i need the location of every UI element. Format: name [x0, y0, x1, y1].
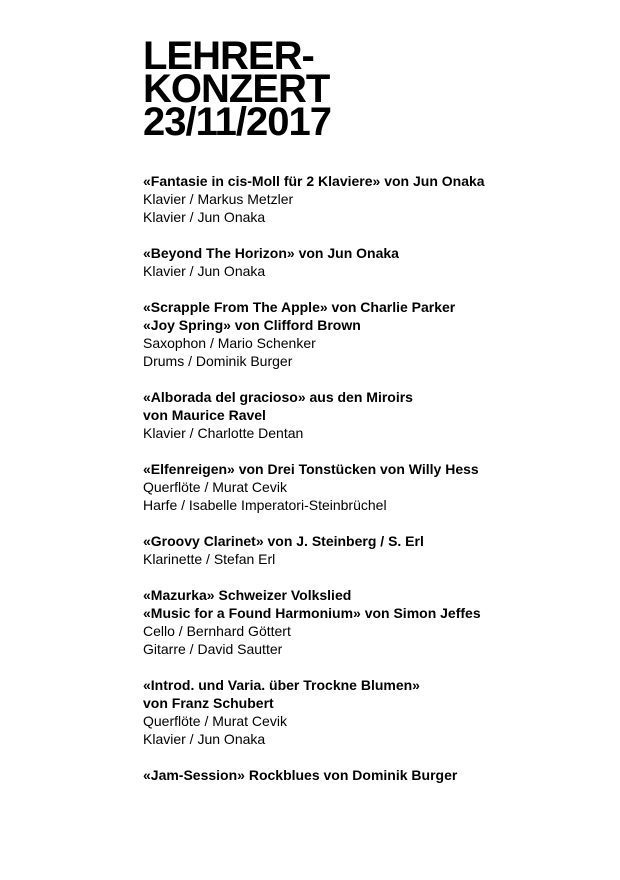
performer-line: Saxophon / Mario Schenker — [143, 335, 316, 351]
work-title: «Music for a Found Harmonium» von Simon Jeffes — [143, 605, 481, 621]
work-title: «Scrapple From The Apple» von Charlie Parker — [143, 299, 456, 315]
performer-line: Klarinette / Stefan Erl — [143, 551, 276, 567]
program-item — [143, 460, 603, 514]
performer-line: Cello / Bernhard Göttert — [143, 623, 291, 639]
program-list — [143, 172, 603, 784]
work-title: «Groovy Clarinet» von J. Steinberg / S. Erl — [143, 533, 424, 549]
program-item — [143, 586, 603, 658]
concert-program-page — [143, 34, 603, 802]
performer-line: Klavier / Charlotte Dentan — [143, 425, 304, 441]
work-title: «Joy Spring» von Clifford Brown — [143, 317, 361, 333]
program-item — [143, 532, 603, 568]
work-title: «Jam-Session» Rockblues von Dominik Burger — [143, 767, 458, 783]
work-title: «Beyond The Horizon» von Jun Onaka — [143, 245, 399, 261]
performer-line: Drums / Dominik Burger — [143, 353, 293, 369]
work-title: «Fantasie in cis-Moll für 2 Klaviere» von Jun Onaka — [143, 173, 485, 189]
page-title — [143, 34, 603, 144]
program-item — [143, 388, 603, 442]
work-composer-line: von Maurice Ravel — [143, 407, 266, 423]
program-item — [143, 298, 603, 370]
title-line-3-date: 23/11/2017 — [143, 100, 331, 144]
work-title: «Elfenreigen» von Drei Tonstücken von Willy Hess — [143, 461, 479, 477]
performer-line: Harfe / Isabelle Imperatori-Steinbrüchel — [143, 497, 387, 513]
work-title: «Mazurka» Schweizer Volkslied — [143, 587, 352, 603]
work-title: «Introd. und Varia. über Trockne Blumen» — [143, 677, 420, 693]
performer-line: Gitarre / David Sautter — [143, 641, 283, 657]
performer-line: Querflöte / Murat Cevik — [143, 479, 287, 495]
work-title: «Alborada del gracioso» aus den Miroirs — [143, 389, 413, 405]
performer-line: Klavier / Jun Onaka — [143, 731, 266, 747]
performer-line: Klavier / Jun Onaka — [143, 263, 266, 279]
title-line-1: LEHRER- — [143, 34, 314, 78]
program-item — [143, 244, 603, 280]
program-item — [143, 766, 603, 784]
program-item — [143, 676, 603, 748]
performer-line: Klavier / Markus Metzler — [143, 191, 294, 207]
performer-line: Klavier / Jun Onaka — [143, 209, 266, 225]
program-item — [143, 172, 603, 226]
performer-line: Querflöte / Murat Cevik — [143, 713, 287, 729]
title-line-2: KONZERT — [143, 67, 330, 111]
work-composer-line: von Franz Schubert — [143, 695, 274, 711]
